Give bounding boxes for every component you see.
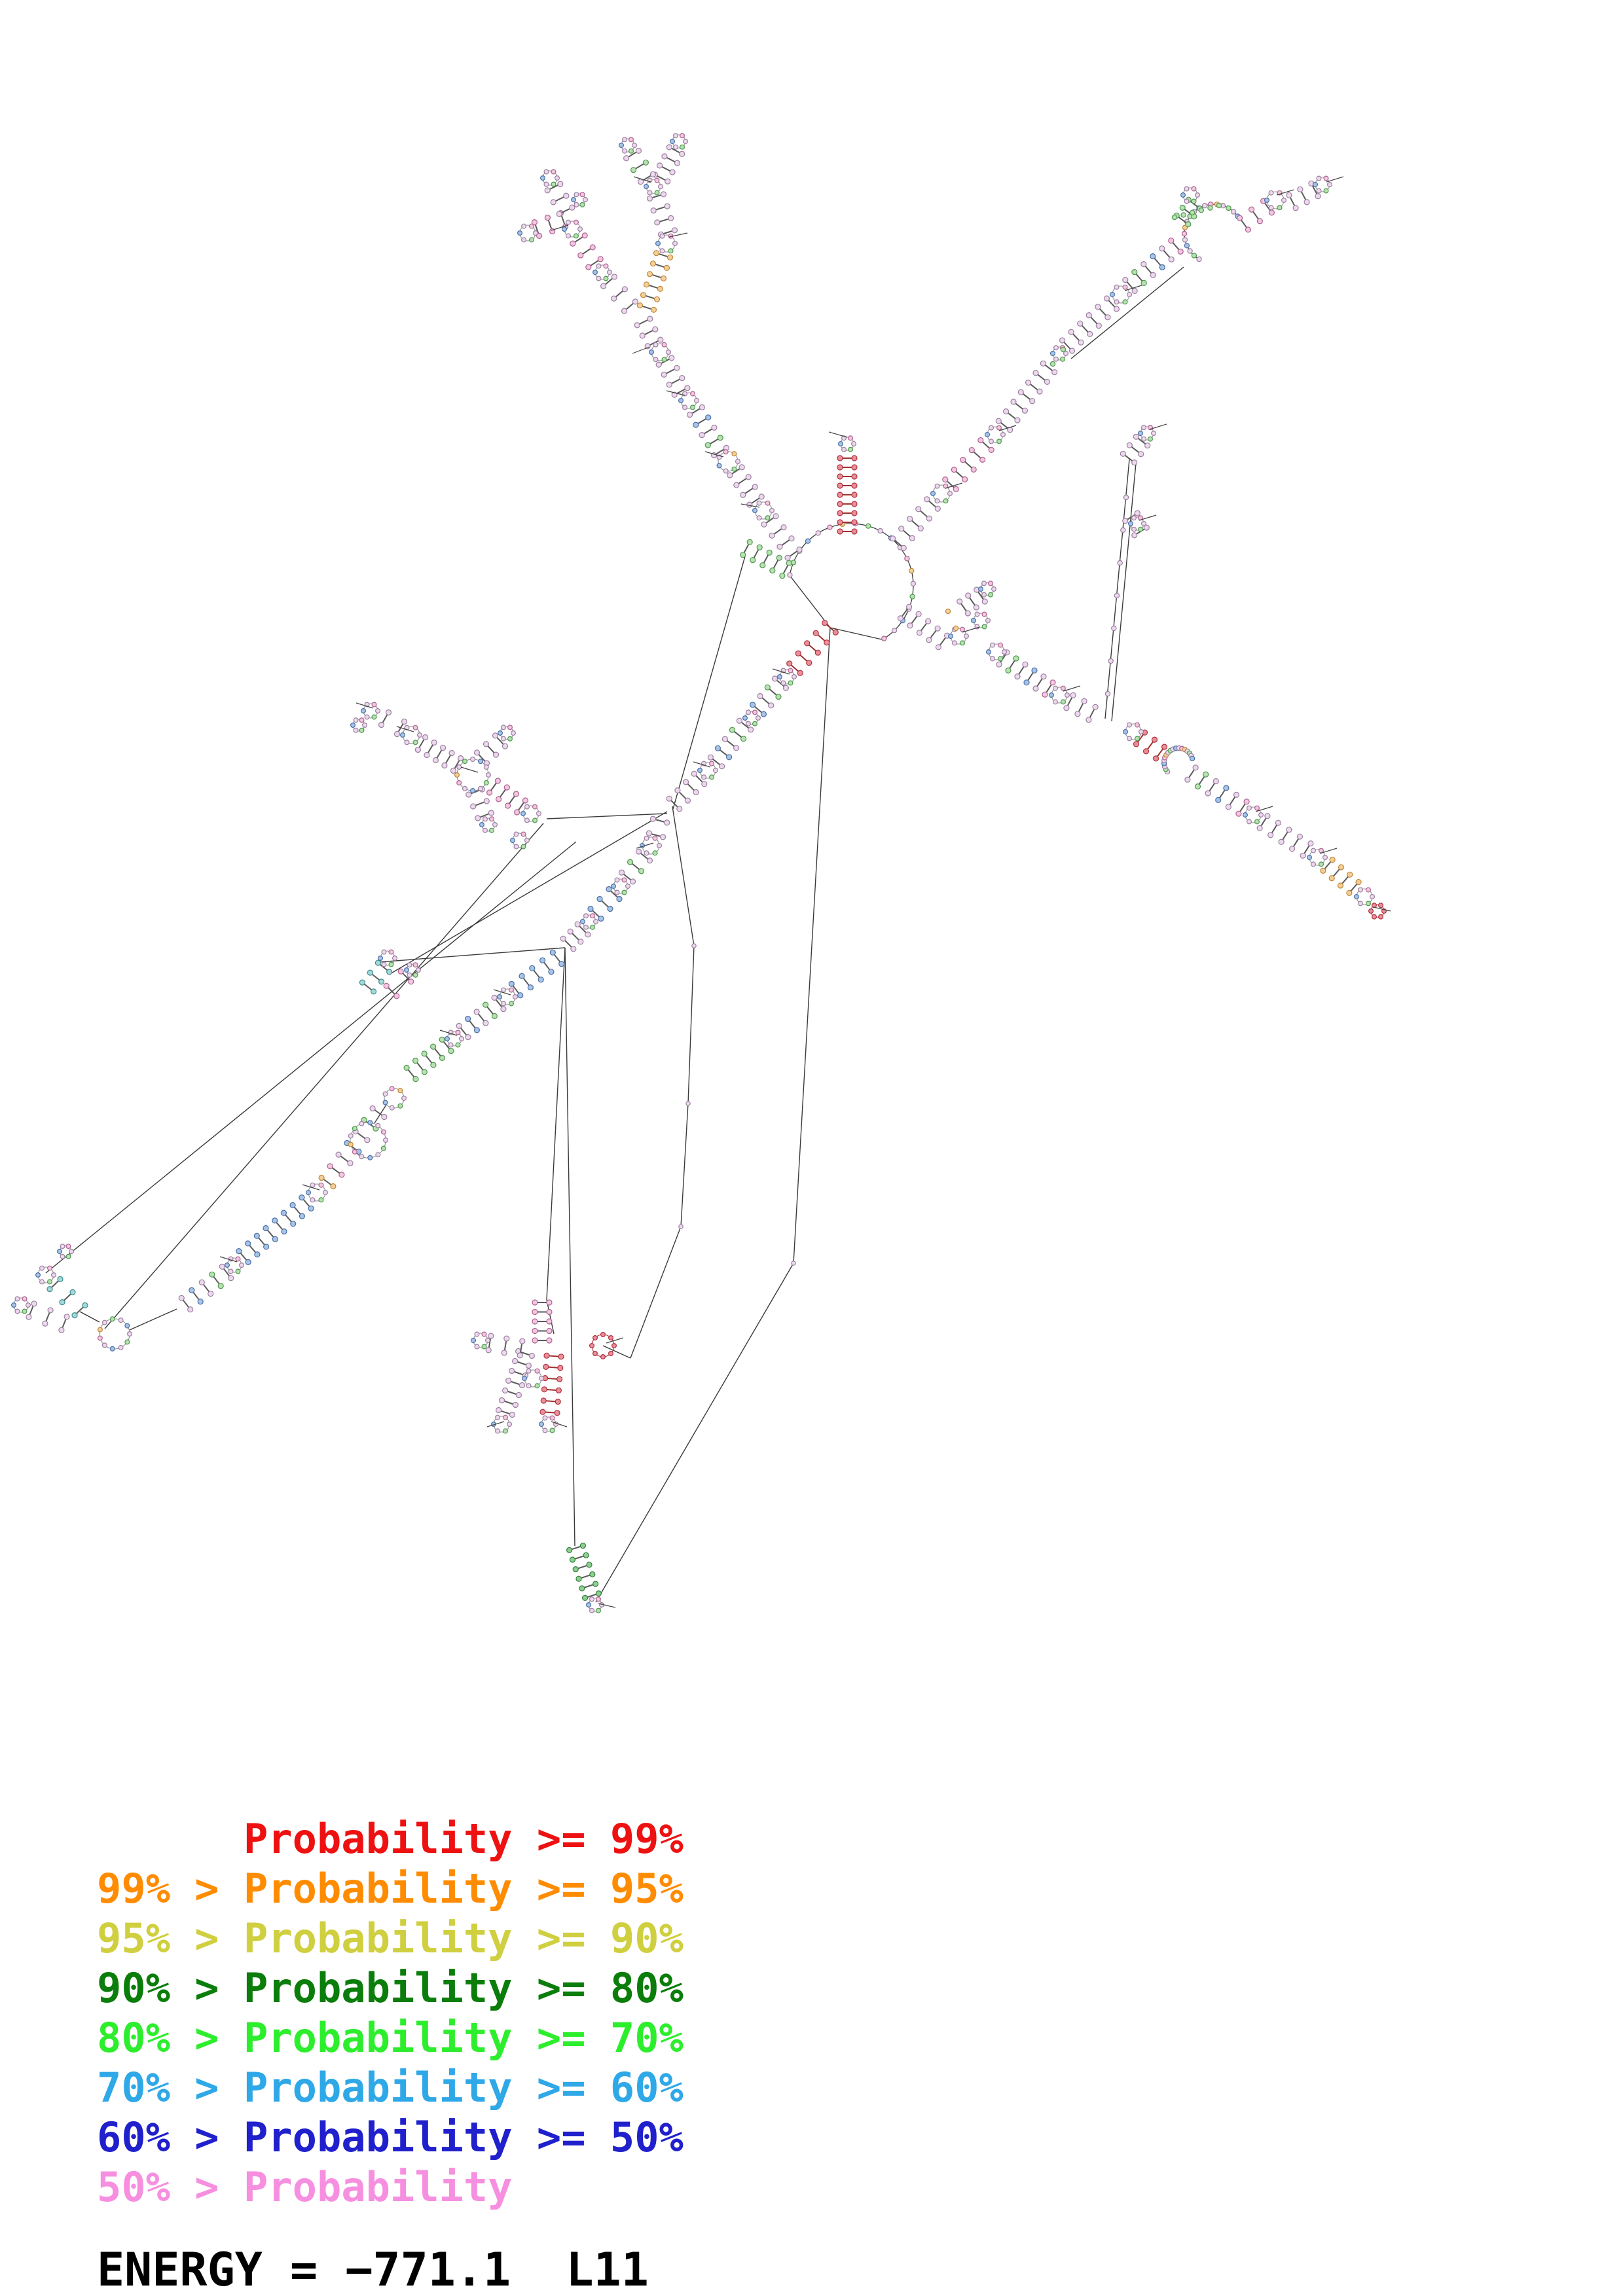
legend-line-80: 90% > Probability >= 80% bbox=[97, 1964, 684, 2012]
legend-line-50: 60% > Probability >= 50% bbox=[97, 2113, 684, 2161]
legend-line-70: 80% > Probability >= 70% bbox=[97, 2014, 684, 2062]
legend-line-95: 99% > Probability >= 95% bbox=[97, 1865, 684, 1912]
legend-line-90: 95% > Probability >= 90% bbox=[97, 1914, 684, 1962]
probability-legend bbox=[97, 1814, 684, 2212]
legend-line-99: Probability >= 99% bbox=[97, 1815, 684, 1863]
legend-line-60: 70% > Probability >= 60% bbox=[97, 2064, 684, 2111]
legend-line-below50: 50% > Probability bbox=[97, 2163, 513, 2211]
energy-label: ENERGY = −771.1 L11 bbox=[97, 2243, 649, 2296]
